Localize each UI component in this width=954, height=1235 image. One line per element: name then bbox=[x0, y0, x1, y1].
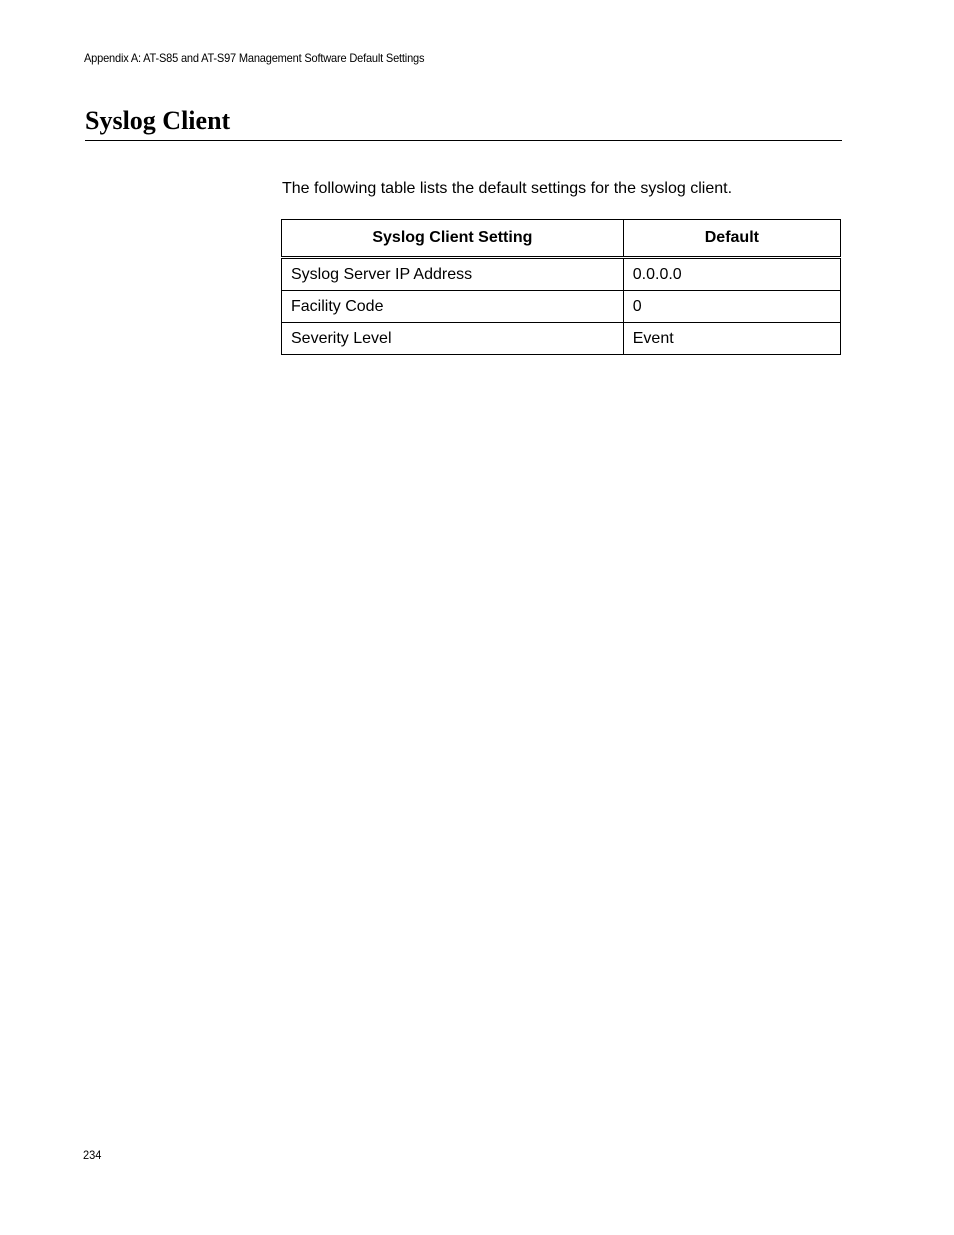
running-header: Appendix A: AT-S85 and AT-S97 Management Software Default Settings bbox=[84, 51, 425, 65]
default-cell: Event bbox=[623, 323, 840, 355]
syslog-defaults-table bbox=[281, 219, 841, 355]
setting-cell: Syslog Server IP Address bbox=[282, 258, 624, 291]
setting-cell: Severity Level bbox=[282, 323, 624, 355]
setting-cell: Facility Code bbox=[282, 291, 624, 323]
page-number: 234 bbox=[83, 1148, 102, 1162]
default-cell: 0.0.0.0 bbox=[623, 258, 840, 291]
table-row bbox=[282, 323, 841, 355]
default-cell: 0 bbox=[623, 291, 840, 323]
column-header-setting: Syslog Client Setting bbox=[282, 220, 624, 258]
column-header-default: Default bbox=[623, 220, 840, 258]
title-rule bbox=[85, 140, 842, 141]
section-title: Syslog Client bbox=[85, 106, 231, 135]
table-row bbox=[282, 291, 841, 323]
table-row bbox=[282, 258, 841, 291]
intro-paragraph: The following table lists the default settings for the syslog client. bbox=[282, 180, 733, 197]
table-header-row bbox=[282, 220, 841, 258]
